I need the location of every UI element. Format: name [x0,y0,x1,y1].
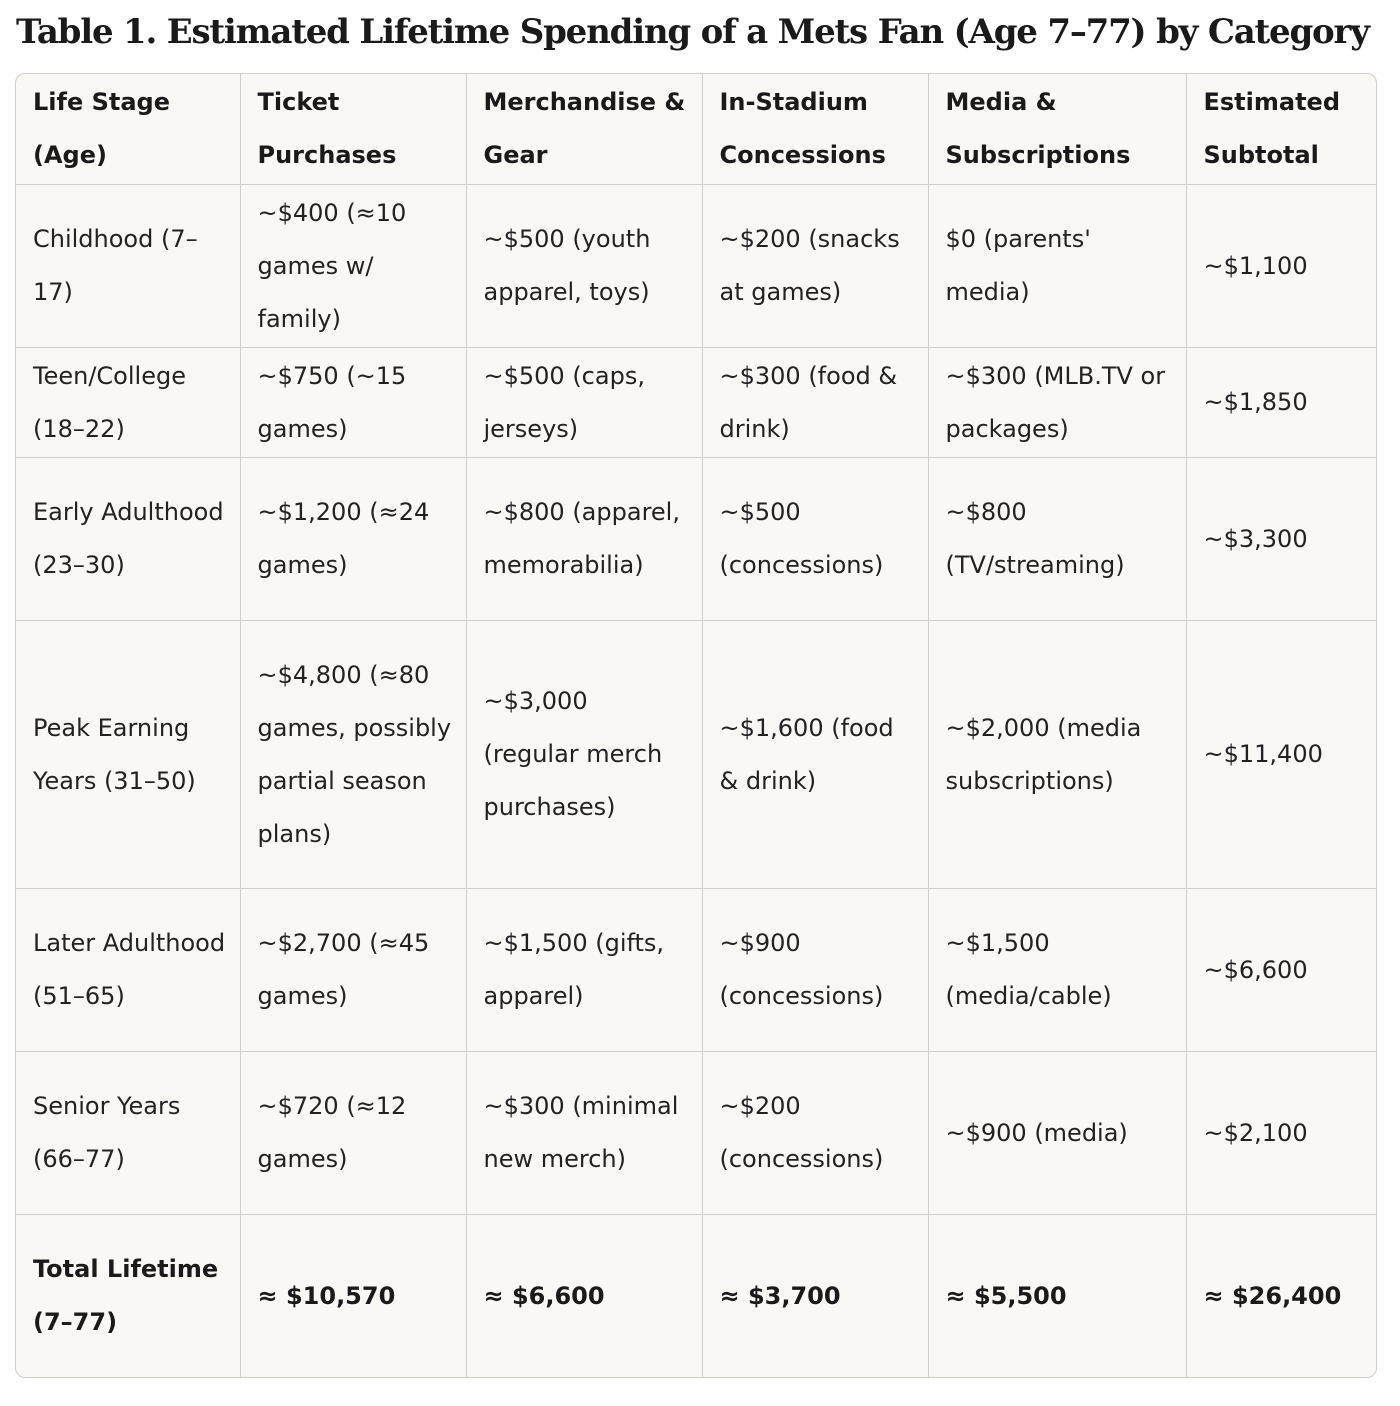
table-row [16,889,1376,1052]
table-row [16,348,1376,458]
cell-ticket-purchases: ~$1,200 (≈24 games) [240,458,466,621]
cell-merchandise: ~$500 (youth apparel, toys) [466,185,702,348]
cell-merchandise: ~$1,500 (gifts, apparel) [466,889,702,1052]
cell-media: $0 (parents' media) [928,185,1186,348]
table-row [16,185,1376,348]
cell-life-stage: Early Adulthood (23–30) [16,458,240,621]
cell-concessions: ~$500 (concessions) [702,458,928,621]
spending-table-container [15,73,1377,1378]
spending-table [16,74,1376,1377]
cell-media: ~$2,000 (media subscriptions) [928,621,1186,889]
total-concessions: ≈ $3,700 [702,1215,928,1378]
table-row [16,621,1376,889]
total-subtotal: ≈ $26,400 [1203,1281,1342,1310]
cell-subtotal: ~$6,600 [1186,889,1376,1052]
header-life-stage: Life Stage (Age) [16,74,240,185]
table-row [16,1052,1376,1215]
cell-concessions: ~$200 (snacks at games) [702,185,928,348]
total-media: ≈ $5,500 [928,1215,1186,1378]
cell-life-stage: Teen/College (18–22) [16,348,240,458]
cell-concessions: ~$200 (concessions) [702,1052,928,1215]
total-ticket-purchases: ≈ $10,570 [240,1215,466,1378]
cell-ticket-purchases: ~$750 (~15 games) [240,348,466,458]
cell-media: ~$900 (media) [928,1052,1186,1215]
header-merchandise: Merchandise & Gear [466,74,702,185]
cell-ticket-purchases: ~$720 (≈12 games) [240,1052,466,1215]
cell-concessions: ~$1,600 (food & drink) [702,621,928,889]
cell-merchandise: ~$500 (caps, jerseys) [466,348,702,458]
total-label: Total Lifetime (7–77) [16,1215,240,1378]
header-media: Media & Subscriptions [928,74,1186,185]
cell-ticket-purchases: ~$400 (≈10 games w/ family) [240,185,466,348]
cell-life-stage: Peak Earning Years (31–50) [16,621,240,889]
cell-ticket-purchases: ~$4,800 (≈80 games, possibly partial season plans) [240,621,466,889]
header-subtotal: Estimated Subtotal [1186,74,1376,185]
header-ticket-purchases: Ticket Purchases [240,74,466,185]
cell-subtotal: ~$1,850 [1186,348,1376,458]
header-row [16,74,1376,185]
cell-subtotal: ~$1,100 [1186,185,1376,348]
cell-ticket-purchases: ~$2,700 (≈45 games) [240,889,466,1052]
total-merchandise: ≈ $6,600 [466,1215,702,1378]
cell-subtotal: ~$3,300 [1186,458,1376,621]
cell-life-stage: Senior Years (66–77) [16,1052,240,1215]
header-concessions: In-Stadium Concessions [702,74,928,185]
table-row [16,458,1376,621]
cell-life-stage: Later Adulthood (51–65) [16,889,240,1052]
cell-concessions: ~$300 (food & drink) [702,348,928,458]
cell-media: ~$300 (MLB.TV or packages) [928,348,1186,458]
cell-life-stage: Childhood (7–17) [16,185,240,348]
total-row [16,1215,1376,1378]
table-title: Table 1. Estimated Lifetime Spending of a Mets Fan (Age 7–77) by Category [16,12,1369,52]
cell-subtotal: ~$2,100 [1186,1052,1376,1215]
cell-media: ~$800 (TV/streaming) [928,458,1186,621]
cell-merchandise: ~$3,000 (regular merch purchases) [466,621,702,889]
cell-media: ~$1,500 (media/cable) [928,889,1186,1052]
cell-merchandise: ~$800 (apparel, memorabilia) [466,458,702,621]
cell-subtotal: ~$11,400 [1186,621,1376,889]
cell-concessions: ~$900 (concessions) [702,889,928,1052]
cell-merchandise: ~$300 (minimal new merch) [466,1052,702,1215]
